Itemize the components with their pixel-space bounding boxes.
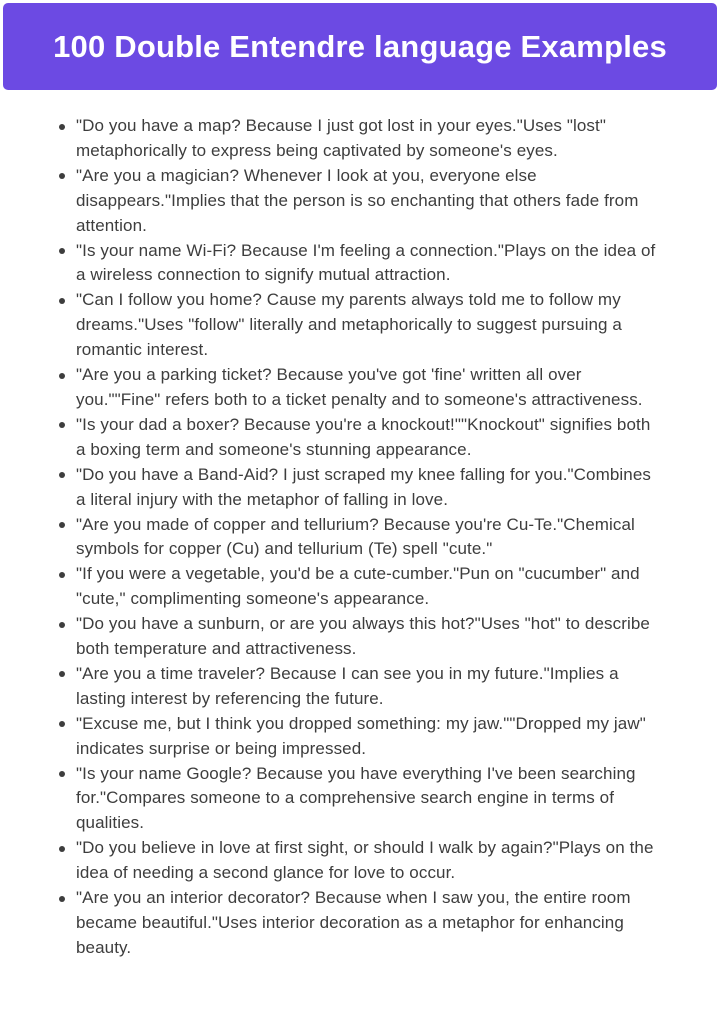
header-banner <box>3 3 717 90</box>
list-item: "Can I follow you home? Cause my parents always told me to follow my dreams."Uses "follow" literally and metaphorically to suggest pursuing a romantic interest. <box>76 288 662 363</box>
list-item: "Do you believe in love at first sight, or should I walk by again?"Plays on the idea of needing a second glance for love to occur. <box>76 836 662 886</box>
examples-list <box>0 114 720 961</box>
list-item: "Are you a magician? Whenever I look at you, everyone else disappears."Implies that the person is so enchanting that others fade from attention. <box>76 164 662 239</box>
list-item: "Is your name Google? Because you have everything I've been searching for."Compares someone to a comprehensive search engine in terms of qualities. <box>76 762 662 837</box>
list-item: "Are you made of copper and tellurium? Because you're Cu-Te."Chemical symbols for copper (Cu) and tellurium (Te) spell "cute." <box>76 513 662 563</box>
list-item: "Are you a parking ticket? Because you've got 'fine' written all over you.""Fine" refers both to a ticket penalty and to someone's attractiveness. <box>76 363 662 413</box>
page-title: 100 Double Entendre language Examples <box>53 28 667 64</box>
list-item: "Do you have a sunburn, or are you always this hot?"Uses "hot" to describe both temperature and attractiveness. <box>76 612 662 662</box>
list-item: "Is your name Wi-Fi? Because I'm feeling a connection."Plays on the idea of a wireless connection to signify mutual attraction. <box>76 239 662 289</box>
list-item: "Are you a time traveler? Because I can see you in my future."Implies a lasting interest by referencing the future. <box>76 662 662 712</box>
list-item: "Do you have a map? Because I just got lost in your eyes."Uses "lost" metaphorically to express being captivated by someone's eyes. <box>76 114 662 164</box>
list-item: "Do you have a Band-Aid? I just scraped my knee falling for you."Combines a literal injury with the metaphor of falling in love. <box>76 463 662 513</box>
list-item: "Are you an interior decorator? Because when I saw you, the entire room became beautiful."Uses interior decoration as a metaphor for enhancing beauty. <box>76 886 662 961</box>
list-item: "Excuse me, but I think you dropped something: my jaw.""Dropped my jaw" indicates surprise or being impressed. <box>76 712 662 762</box>
list-item: "If you were a vegetable, you'd be a cute-cumber."Pun on "cucumber" and "cute," complimenting someone's appearance. <box>76 562 662 612</box>
list-item: "Is your dad a boxer? Because you're a knockout!""Knockout" signifies both a boxing term and someone's stunning appearance. <box>76 413 662 463</box>
